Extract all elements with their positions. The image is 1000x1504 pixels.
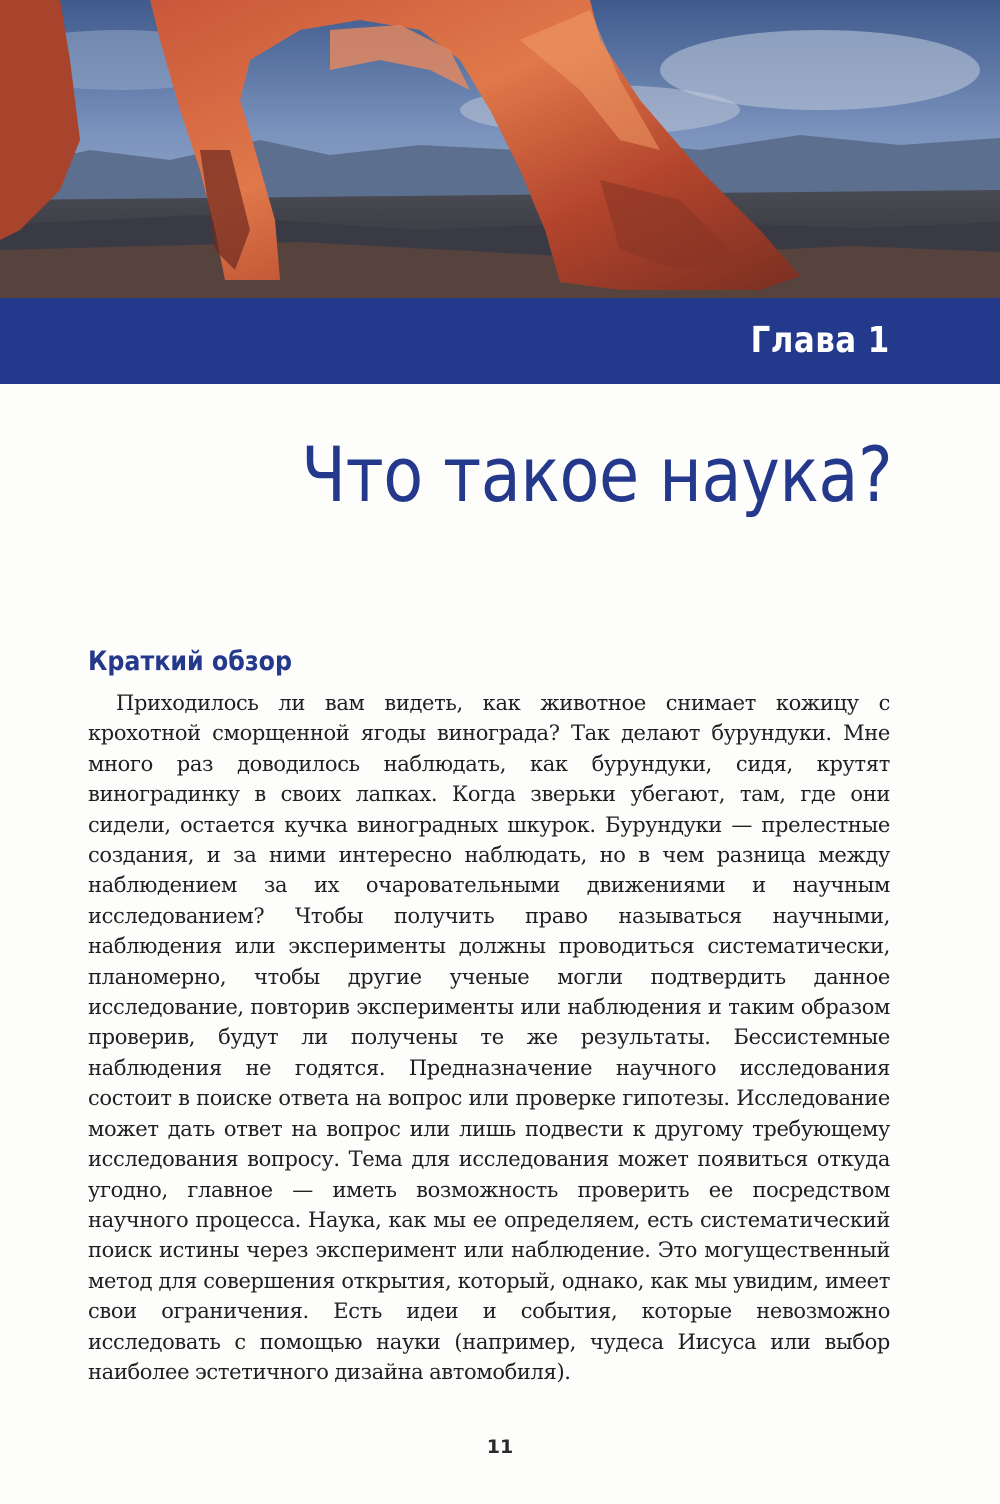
rock-arch-painting (0, 0, 1000, 298)
section-heading: Краткий обзор (88, 646, 292, 677)
chapter-label: Глава 1 (750, 320, 890, 361)
page-number: 11 (486, 1436, 514, 1458)
chapter-banner (0, 298, 1000, 384)
chapter-title: Что такое наука? (300, 430, 892, 519)
body-paragraph: Приходилось ли вам видеть, как животное снимает кожицу с крохотной сморщенной ягоды винограда? Так делают бурундуки. Мне много раз доводилось наблюдать, как бурундуки, сидя, крутят виноградинку в своих лапках. Когда зверьки убегают, там, где они сидели, остается кучка виноградных шкурок. Бурундуки — прелестные создания, и за ними интересно наблюдать, но в чем разница между наблюдением за их очаровательными движениями и научным исследованием? Чтобы получить право называться научными, наблюдения или эксперименты должны проводиться систематически, планомерно, чтобы другие ученые могли подтвердить данное исследование, повторив эксперименты или наблюдения и таким образом проверив, будут ли получены те же результаты. Бессистемные наблюдения не годятся. Предназначение научного исследования состоит в поиске ответа на вопрос или проверке гипотезы. Исследование может дать ответ на вопрос или лишь подвести к другому требующему исследования вопросу. Тема для исследования может появиться откуда угодно, главное — иметь возможность проверить ее посредством научного процесса. Наука, как мы ее определяем, есть систематический поиск истины через эксперимент или наблюдение. Это могущественный метод для совершения открытия, который, однако, как мы увидим, имеет свои ограничения. Есть идеи и события, которые невозможно исследовать с помощью науки (например, чудеса Иисуса или выбор наиболее эстетичного дизайна автомобиля). (88, 691, 890, 1384)
hero-illustration (0, 0, 1000, 298)
